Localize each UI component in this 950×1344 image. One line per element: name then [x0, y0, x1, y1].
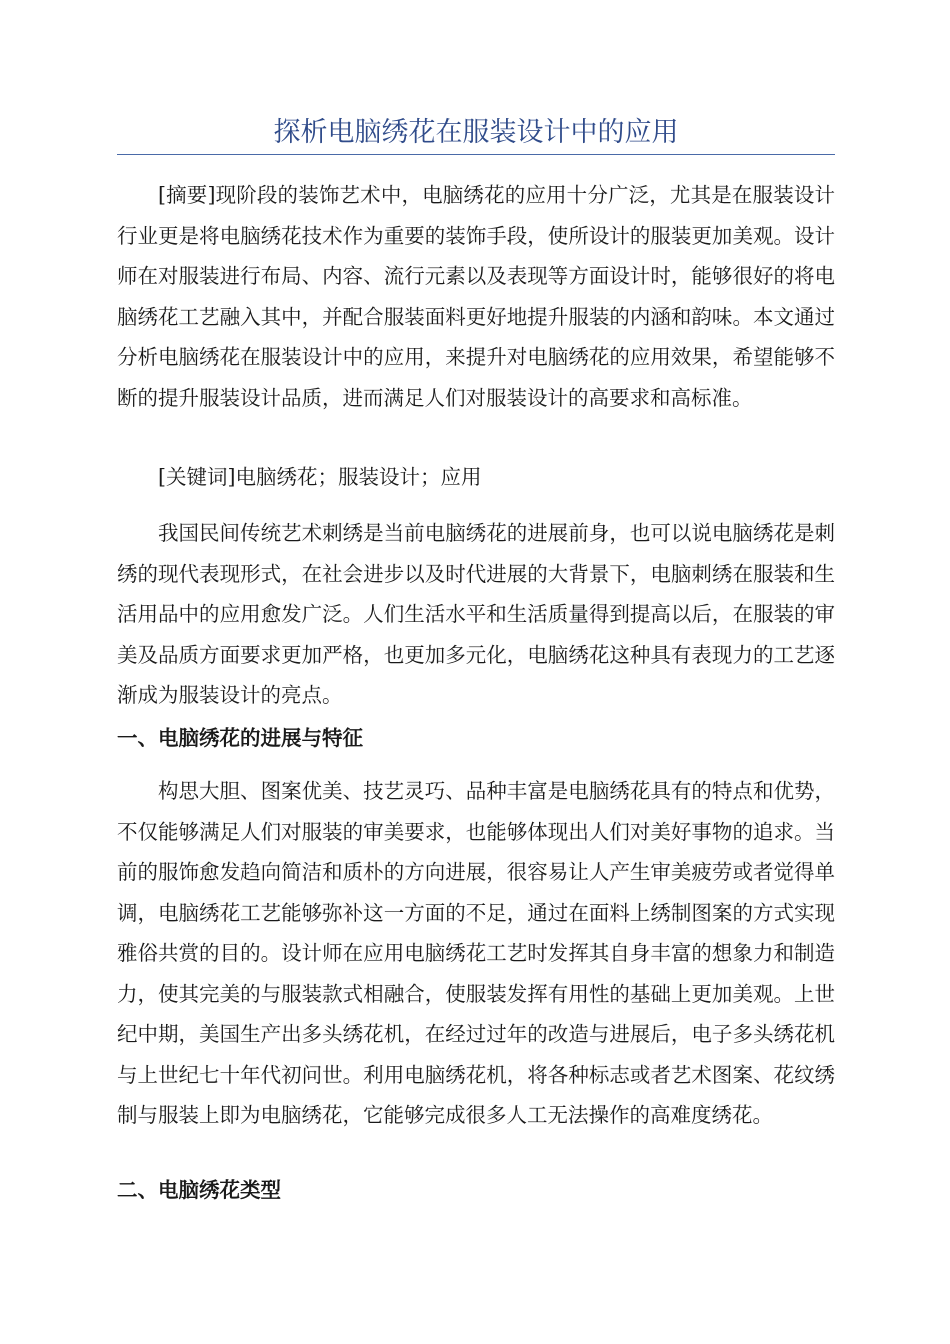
- keywords-paragraph: [关键词]电脑绣花；服装设计；应用: [158, 465, 482, 489]
- section-2-heading: 二、电脑绣花类型: [117, 1178, 281, 1202]
- abstract-paragraph: [摘要]现阶段的装饰艺术中，电脑绣花的应用十分广泛，尤其是在服装设计行业更是将电脑绣花技术作为重要的装饰手段，使所设计的服装更加美观。设计师在对服装进行布局、内容、流行元素以及表现等方面设计时，能够很好的将电脑绣花工艺融入其中，并配合服装面料更好地提升服装的内涵和韵味。本文通过分析电脑绣花在服装设计中的应用，来提升对电脑绣花的应用效果，希望能够不断的提升服装设计品质，进而满足人们对服装设计的高要求和高标准。: [117, 183, 835, 410]
- section-1-heading: 一、电脑绣花的进展与特征: [117, 726, 363, 750]
- intro-paragraph: 我国民间传统艺术刺绣是当前电脑绣花的进展前身，也可以说电脑绣花是刺绣的现代表现形式，在社会进步以及时代进展的大背景下，电脑刺绣在服装和生活用品中的应用愈发广泛。人们生活水平和生活质量得到提高以后，在服装的审美及品质方面要求更加严格，也更加多元化，电脑绣花这种具有表现力的工艺逐渐成为服装设计的亮点。: [117, 521, 835, 707]
- document-title: 探析电脑绣花在服装设计中的应用: [273, 117, 679, 148]
- title-underline: [117, 154, 835, 155]
- section-1-paragraph: 构思大胆、图案优美、技艺灵巧、品种丰富是电脑绣花具有的特点和优势，不仅能够满足人们对服装的审美要求，也能够体现出人们对美好事物的追求。当前的服饰愈发趋向简洁和质朴的方向进展，很容易让人产生审美疲劳或者觉得单调，电脑绣花工艺能够弥补这一方面的不足，通过在面料上绣制图案的方式实现雅俗共赏的目的。设计师在应用电脑绣花工艺时发挥其自身丰富的想象力和制造力，使其完美的与服装款式相融合，使服装发挥有用性的基础上更加美观。上世纪中期，美国生产出多头绣花机，在经过过年的改造与进展后，电子多头绣花机与上世纪七十年代初问世。利用电脑绣花机，将各种标志或者艺术图案、花纹绣制与服装上即为电脑绣花，它能够完成很多人工无法操作的高难度绣花。: [117, 779, 835, 1127]
